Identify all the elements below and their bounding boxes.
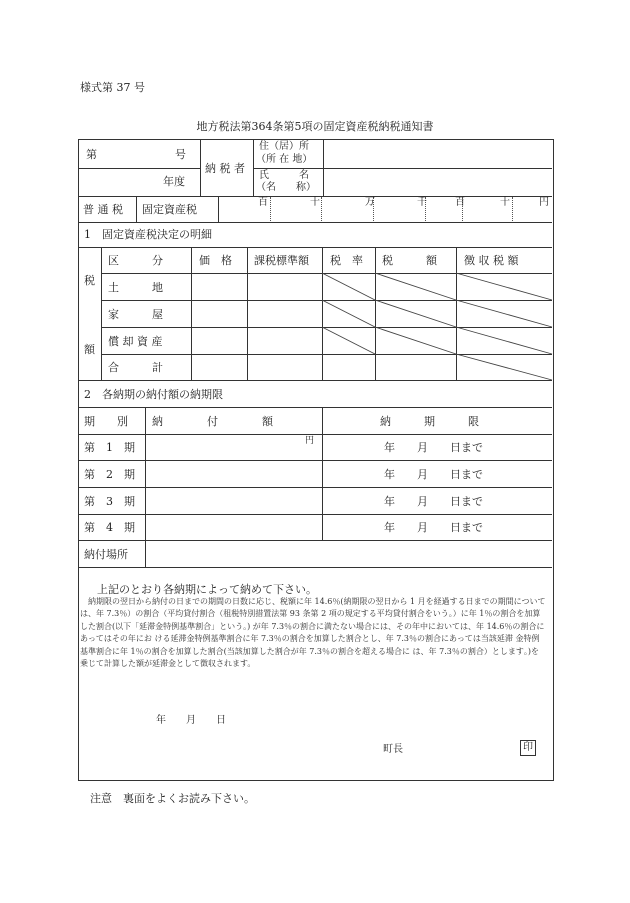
row-label: 合 計 — [108, 361, 163, 374]
column-header: 納 付 額 — [152, 415, 273, 428]
digit-label: 十 — [500, 197, 510, 208]
period-label: 第 1 期 — [84, 441, 135, 454]
period-deadline: 年 月 日まで — [384, 441, 483, 454]
payment-place-label: 納付場所 — [84, 548, 128, 561]
period-label: 第 4 期 — [84, 521, 135, 534]
digit-label: 十 — [310, 197, 320, 208]
column-header: 区 分 — [108, 254, 163, 267]
column-header: 価 格 — [199, 254, 232, 267]
row-label: 土 地 — [108, 281, 163, 294]
name-label: 氏 名 — [259, 170, 309, 181]
column-header: 期 別 — [84, 415, 128, 428]
number-prefix: 第 — [86, 148, 97, 161]
tax-name-label: 固定資産税 — [142, 203, 197, 216]
period-deadline: 年 月 日まで — [384, 521, 483, 534]
taxpayer-label: 納 税 者 — [205, 162, 245, 175]
period-label: 第 3 期 — [84, 495, 135, 508]
seal-stamp: 印 — [520, 740, 536, 756]
column-header: 徴 収 税 額 — [464, 254, 519, 267]
period-deadline: 年 月 日まで — [384, 495, 483, 508]
number-suffix: 号 — [175, 148, 186, 161]
digit-label: 円 — [539, 197, 549, 208]
entity-name-label: （名 称） — [256, 182, 316, 193]
column-header: 税 額 — [382, 254, 437, 267]
issuer-title: 町長 — [383, 744, 403, 755]
column-header: 税 率 — [330, 254, 363, 267]
digit-label: 千 — [417, 197, 427, 208]
section-heading: 1 固定資産税決定の明細 — [84, 228, 212, 241]
column-header: 課税標準額 — [254, 254, 309, 267]
form-number: 様式第 37 号 — [80, 81, 145, 94]
digit-label: 万 — [365, 197, 375, 208]
period-deadline: 年 月 日まで — [384, 468, 483, 481]
yen-unit: 円 — [305, 436, 315, 446]
digit-label: 百 — [258, 197, 268, 208]
column-header: 納 期 限 — [380, 415, 479, 428]
fiscal-year-label: 年度 — [163, 175, 185, 188]
side-label: 税 — [84, 274, 95, 287]
tax-category-label: 普 通 税 — [83, 203, 123, 216]
side-label: 額 — [84, 343, 95, 356]
section-heading: 2 各納期の納付額の納期限 — [84, 388, 223, 401]
row-label: 家 屋 — [108, 308, 163, 321]
footnote: 注意 裏面をよくお読み下さい。 — [90, 792, 255, 805]
page-title: 地方税法第364条第5項の固定資産税納税通知書 — [196, 120, 434, 133]
digit-label: 百 — [455, 197, 465, 208]
issue-date: 年 月 日 — [156, 715, 226, 726]
period-label: 第 2 期 — [84, 468, 135, 481]
location-label: （所 在 地） — [256, 154, 313, 165]
address-label: 住（居）所 — [259, 141, 309, 152]
row-label: 償 却 資 産 — [108, 335, 163, 348]
notice-body: 納期限の翌日から納付の日までの期間の日数に応じ、税額に年 14.6％(納期限の翌日から 1 月を経過する日までの期間については、年 7.3％）の割合（平均貸付割合（租税特別措置法第 93 条第 2 項の規定する平均貸付割合をいう。）に年 1％の割合を加算した割合(以下「延滞金特例基準割合」という。) が年 7.3％の割合に満たない場合には、その年中においては、年 14.6％の割合にあってはその年にお ける延滞金特例基準割合に年 7.3％の割合を加算した割合とし、年 7.3％の割合にあっては当該延滞 金特例基準割合に年 1％の割合を加算した割合(当該加算した割合が年 7.3％の割合を超える場合に は、年 7.3％の割合）とします｡)を乗じて計算した額が延滞金として徴収されます。 — [80, 597, 546, 669]
notice-lead: 上記のとおり各納期によって納めて下さい。 — [97, 583, 317, 596]
